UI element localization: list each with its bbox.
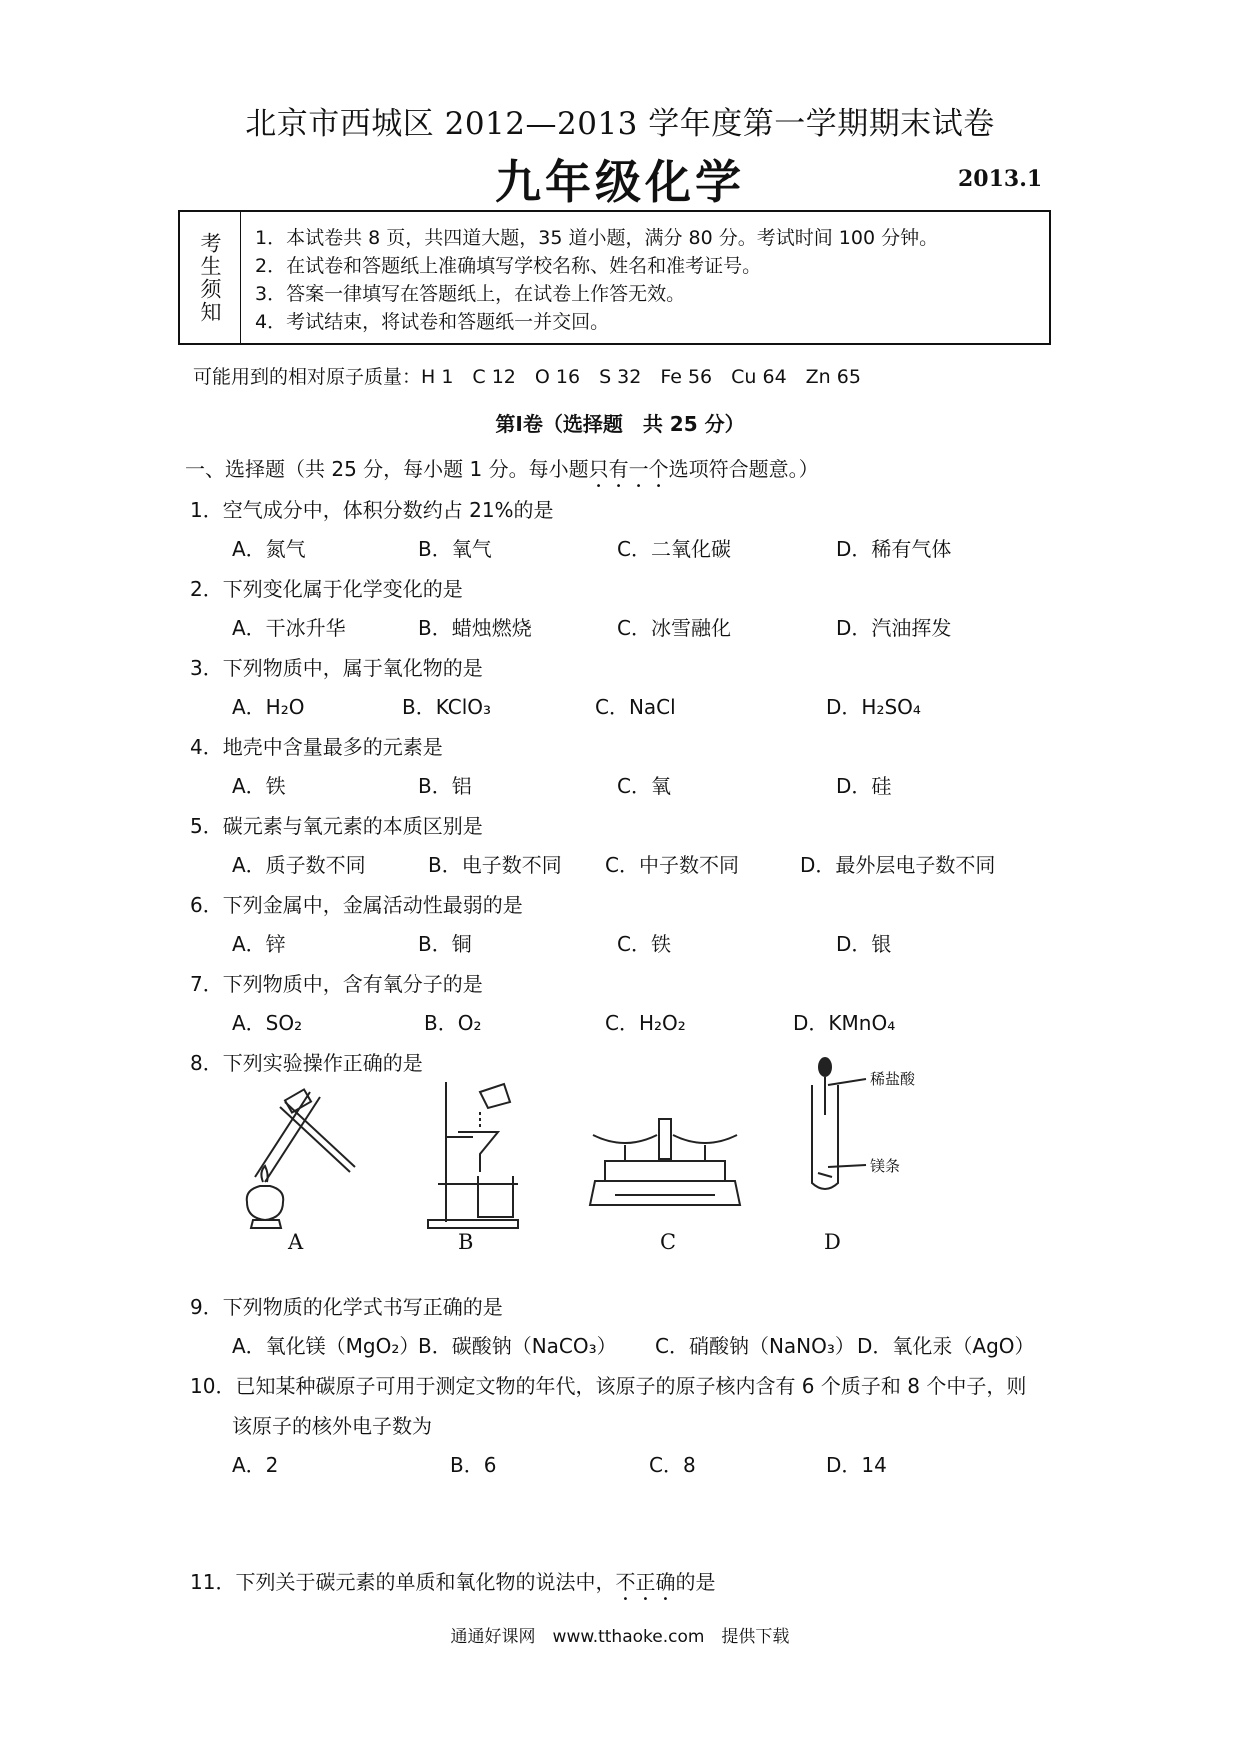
question-stem: 下列变化属于化学变化的是 bbox=[222, 577, 463, 601]
question-6 bbox=[190, 889, 523, 918]
q7-option-c: C．H₂O₂ bbox=[605, 1011, 686, 1035]
question-number: 1． bbox=[190, 498, 223, 522]
question-number: 9． bbox=[190, 1295, 223, 1319]
question-number: 6． bbox=[190, 893, 223, 917]
figure-label-c: C bbox=[660, 1230, 677, 1254]
figure-b-filtration bbox=[418, 1072, 528, 1232]
notice-label: 考生须知 bbox=[198, 231, 222, 324]
figure-label-b: B bbox=[458, 1230, 474, 1254]
section-intro-suffix: 选项符合题意。） bbox=[668, 457, 819, 481]
subject-title: 九年级化学 bbox=[495, 155, 745, 209]
q7-option-b: B．O₂ bbox=[424, 1011, 482, 1035]
q6-option-c: C．铁 bbox=[617, 932, 671, 956]
question-stem: 下列实验操作正确的是 bbox=[222, 1051, 423, 1075]
q10-option-c: C．8 bbox=[649, 1453, 696, 1477]
q7-option-d: D．KMnO₄ bbox=[793, 1011, 896, 1035]
question-9 bbox=[190, 1291, 503, 1320]
q9-option-a: A．氧化镁（MgO₂） bbox=[232, 1334, 420, 1358]
q3-option-c: C．NaCl bbox=[595, 695, 676, 719]
question-number: 4． bbox=[190, 735, 223, 759]
question-10-continued: 该原子的核外电子数为 bbox=[232, 1414, 432, 1438]
q4-option-d: D．硅 bbox=[836, 774, 892, 798]
q4-option-c: C．氧 bbox=[617, 774, 671, 798]
question-number: 5． bbox=[190, 814, 223, 838]
q5-option-d: D．最外层电子数不同 bbox=[800, 853, 996, 877]
atomic-masses: 可能用到的相对原子质量：H 1 C 12 O 16 S 32 Fe 56 Cu 64 Zn 65 bbox=[193, 366, 861, 388]
q9-option-d: D．氧化汞（AgO） bbox=[857, 1334, 1035, 1358]
question-1 bbox=[190, 494, 554, 523]
notice-items bbox=[255, 224, 938, 336]
notice-item: 1．本试卷共 8 页，共四道大题，35 道小题，满分 80 分。考试时间 100 分钟。 bbox=[255, 227, 939, 249]
figure-label-d: D bbox=[824, 1230, 841, 1254]
q1-option-a: A．氮气 bbox=[232, 537, 306, 561]
exam-title: 北京市西城区 2012—2013 学年度第一学期期末试卷 bbox=[245, 106, 995, 142]
section-intro-prefix: 一、选择题（共 25 分，每小题 1 分。每小题 bbox=[185, 457, 589, 481]
q2-option-c: C．冰雪融化 bbox=[617, 616, 731, 640]
q9-option-b: B．碳酸钠（NaCO₃） bbox=[418, 1334, 617, 1358]
q4-option-b: B．铝 bbox=[418, 774, 472, 798]
q7-option-a: A．SO₂ bbox=[232, 1011, 303, 1035]
figure-d-acid-label: 稀盐酸 bbox=[870, 1070, 916, 1088]
question-stem-emphasis: 不正确 bbox=[615, 1570, 676, 1594]
figure-c-balance bbox=[585, 1115, 745, 1220]
q1-option-d: D．稀有气体 bbox=[836, 537, 952, 561]
question-11 bbox=[190, 1566, 715, 1605]
q3-option-d: D．H₂SO₄ bbox=[826, 695, 921, 719]
q6-option-a: A．锌 bbox=[232, 932, 286, 956]
question-stem-prefix: 下列关于碳元素的单质和氧化物的说法中， bbox=[235, 1570, 616, 1594]
q3-option-b: B．KClO₃ bbox=[402, 695, 492, 719]
q5-option-b: B．电子数不同 bbox=[428, 853, 562, 877]
figure-d-magnesium-label: 镁条 bbox=[870, 1157, 901, 1175]
question-5 bbox=[190, 810, 483, 839]
q1-option-c: C．二氧化碳 bbox=[617, 537, 731, 561]
q2-option-d: D．汽油挥发 bbox=[836, 616, 952, 640]
question-2 bbox=[190, 573, 463, 602]
question-stem: 下列物质中，属于氧化物的是 bbox=[222, 656, 483, 680]
q2-option-b: B．蜡烛燃烧 bbox=[418, 616, 532, 640]
question-stem: 地壳中含量最多的元素是 bbox=[222, 735, 443, 759]
figure-label-a: A bbox=[288, 1230, 304, 1254]
q2-option-a: A．干冰升华 bbox=[232, 616, 346, 640]
question-3 bbox=[190, 652, 483, 681]
section-intro-emphasis: 只有一个 bbox=[588, 457, 669, 481]
question-7 bbox=[190, 968, 483, 997]
question-stem: 已知某种碳原子可用于测定文物的年代，该原子的原子核内含有 6 个质子和 8 个中子，则 bbox=[235, 1374, 1027, 1398]
question-stem: 空气成分中，体积分数约占 21%的是 bbox=[222, 498, 554, 522]
footer-source: 通通好课网 www.tthaoke.com 提供下载 bbox=[450, 1627, 790, 1647]
section-intro bbox=[185, 453, 819, 492]
q9-option-c: C．硝酸钠（NaNO₃） bbox=[655, 1334, 855, 1358]
q5-option-a: A．质子数不同 bbox=[232, 853, 366, 877]
q4-option-a: A．铁 bbox=[232, 774, 286, 798]
notice-item: 3．答案一律填写在答题纸上，在试卷上作答无效。 bbox=[255, 283, 686, 305]
question-number: 11． bbox=[190, 1570, 236, 1594]
notice-item: 4．考试结束，将试卷和答题纸一并交回。 bbox=[255, 311, 610, 333]
notice-item: 2．在试卷和答题纸上准确填写学校名称、姓名和准考证号。 bbox=[255, 255, 762, 277]
q1-option-b: B．氧气 bbox=[418, 537, 492, 561]
question-number: 7． bbox=[190, 972, 223, 996]
question-4 bbox=[190, 731, 443, 760]
q10-option-b: B．6 bbox=[450, 1453, 497, 1477]
q3-option-a: A．H₂O bbox=[232, 695, 305, 719]
question-stem: 碳元素与氧元素的本质区别是 bbox=[222, 814, 483, 838]
q6-option-b: B．铜 bbox=[418, 932, 472, 956]
exam-date: 2013.1 bbox=[958, 166, 1043, 192]
q10-option-a: A．2 bbox=[232, 1453, 279, 1477]
question-number: 10． bbox=[190, 1374, 236, 1398]
question-stem: 下列金属中，金属活动性最弱的是 bbox=[222, 893, 523, 917]
figure-a-heating-test-tube bbox=[225, 1082, 365, 1232]
question-8 bbox=[190, 1047, 423, 1076]
question-stem: 下列物质中，含有氧分子的是 bbox=[222, 972, 483, 996]
question-number: 8． bbox=[190, 1051, 223, 1075]
q10-option-d: D．14 bbox=[826, 1453, 887, 1477]
q5-option-c: C．中子数不同 bbox=[605, 853, 739, 877]
q6-option-d: D．银 bbox=[836, 932, 892, 956]
question-10 bbox=[190, 1370, 1026, 1399]
question-stem: 下列物质的化学式书写正确的是 bbox=[222, 1295, 503, 1319]
candidate-notice-box bbox=[178, 210, 1051, 345]
notice-label-cell bbox=[180, 212, 241, 343]
question-number: 3． bbox=[190, 656, 223, 680]
section-heading: 第Ⅰ卷（选择题 共 25 分） bbox=[495, 412, 745, 436]
question-number: 2． bbox=[190, 577, 223, 601]
question-stem-suffix: 的是 bbox=[675, 1570, 716, 1594]
